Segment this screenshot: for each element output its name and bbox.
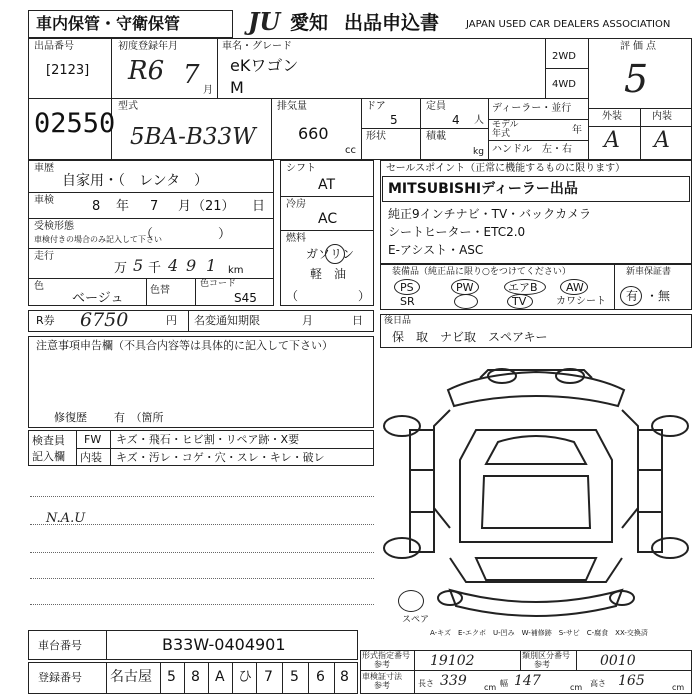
plate-char-8: 8 — [340, 669, 349, 685]
inspection-month: 7 — [150, 199, 159, 214]
divider — [488, 140, 588, 141]
divider — [576, 650, 577, 670]
divider — [217, 38, 218, 98]
divider — [280, 230, 374, 231]
doors-value: 5 — [390, 113, 398, 127]
mileage-digit-2: 4 — [168, 256, 179, 275]
association-en: JAPAN USED CAR DEALERS ASSOCIATION — [466, 19, 671, 30]
spare-tire-icon — [398, 590, 424, 612]
aircon-value: AC — [318, 211, 338, 227]
fuel-diesel: 軽 油 — [310, 267, 347, 281]
note-line — [30, 604, 374, 605]
equipment-aw-circle — [560, 279, 588, 295]
plate-region: 名古屋 — [110, 669, 152, 685]
plate-label: 登録番号 — [38, 671, 82, 684]
load-label: 積載 — [426, 131, 446, 142]
registration-month-unit: 月 — [203, 85, 213, 96]
color-code: S45 — [234, 291, 257, 305]
inspector-note: N.A.U — [46, 511, 86, 526]
handle-options: 左・右 — [542, 144, 572, 155]
remarks-label: 注意事項申告欄（不具合内容等は具体的に記入して下さい） — [36, 339, 333, 352]
divider — [184, 662, 185, 694]
spec-width: 147 — [514, 673, 541, 689]
inspection-month-unit: 月 — [178, 199, 192, 214]
spec-length-label: 長さ — [418, 679, 434, 688]
shift-label: シフト — [286, 163, 316, 174]
fuel-paren: （ ） — [286, 289, 371, 303]
spare-label: スペア — [402, 615, 430, 625]
recycle-label: R券 — [36, 314, 55, 327]
color-value: ベージュ — [72, 291, 124, 306]
color-label: 色 — [34, 281, 44, 292]
spec-length: 339 — [440, 673, 467, 689]
notice-day: 日 — [352, 314, 363, 327]
divider — [106, 662, 107, 694]
model-value: 5BA-B33W — [130, 124, 256, 150]
fuel-gasoline-circle — [325, 244, 345, 264]
receipt-label: 受検形態 — [34, 221, 74, 232]
spec-type-ref: 参考 — [374, 660, 390, 669]
mileage-digit-1: 5 — [133, 256, 144, 275]
receipt-paren: （ ） — [140, 227, 232, 242]
equipment-airbag-circle — [504, 279, 546, 295]
divider — [28, 248, 274, 249]
car-damage-diagram — [380, 352, 692, 626]
model-year-label-2: 年式 — [492, 129, 511, 139]
form-title: 出品申込書 — [344, 12, 440, 34]
sales-point-line-3: シートヒーター・ETC2.0 — [388, 225, 526, 239]
supplement-value: 保 取 ナビ取 スペアキー — [392, 330, 548, 344]
repair-value: 有 （箇所 — [114, 411, 164, 424]
equipment-airbag: エアB — [508, 281, 538, 294]
spec-cert-label: 車検証寸法 — [362, 672, 402, 681]
divider — [360, 670, 692, 671]
divider — [614, 264, 615, 310]
spec-type-value: 19102 — [430, 653, 475, 669]
drive-2wd: 2WD — [552, 51, 576, 62]
recycle-unit: 円 — [166, 314, 177, 327]
spec-type-label: 形式指定番号 — [362, 651, 410, 660]
equipment-ps-circle — [394, 279, 420, 295]
lot-number: 02550 — [34, 108, 116, 139]
mileage-sen: 千 — [148, 261, 162, 276]
inspector-label-2: 記入欄 — [32, 450, 65, 463]
spec-width-label: 幅 — [500, 679, 508, 688]
doors-label: ドア — [366, 101, 386, 112]
divider — [361, 128, 488, 129]
chassis-value: B33W-0404901 — [162, 635, 286, 654]
score-value: 5 — [624, 57, 649, 101]
spec-height-unit: cm — [672, 683, 685, 692]
history-value: 自家用・（ レンタ ） — [62, 173, 209, 189]
spec-height-label: 高さ — [590, 679, 606, 688]
fw-items: キズ・飛石・ヒビ割・リペア跡・X要 — [116, 433, 300, 446]
plate-char-2: 8 — [191, 669, 200, 685]
plate-char-1: 5 — [167, 669, 176, 685]
displacement-value: 660 — [298, 124, 329, 143]
divider — [334, 662, 335, 694]
divider — [76, 448, 374, 449]
interior-score: A — [654, 128, 670, 153]
sales-point-line-4: E-アシスト・ASC — [388, 243, 484, 257]
divider — [160, 662, 161, 694]
plate-char-5: 7 — [264, 669, 273, 685]
inspector-label-1: 検査員 — [32, 434, 65, 447]
sales-point-line-1: MITSUBISHIディーラー出品 — [388, 181, 578, 197]
divider — [520, 650, 521, 670]
divider — [361, 98, 362, 160]
notice-label: 名変通知期限 — [194, 314, 260, 327]
divider — [208, 662, 209, 694]
notice-month: 月 — [302, 314, 313, 327]
handle-label: ハンドル — [492, 144, 532, 155]
registration-era-year: R6 — [128, 56, 165, 86]
interior-label: 内装 — [652, 111, 672, 122]
receipt-note: 車検付きの場合のみ記入して下さい — [34, 235, 162, 244]
mileage-unit: km — [228, 265, 244, 276]
lot-label: 出品番号 — [34, 41, 74, 52]
interior-check-items: キズ・汚レ・コゲ・穴・スレ・キレ・破レ — [116, 451, 325, 464]
supplement-label: 後日品 — [384, 316, 412, 326]
fw-label: FW — [84, 433, 102, 446]
equipment-pw-circle — [451, 279, 479, 295]
displacement-label: 排気量 — [277, 101, 307, 112]
dealer-label: ディーラー・並行 — [492, 103, 572, 114]
car-name: eKワゴン — [230, 56, 299, 75]
shape-label: 形状 — [366, 131, 386, 142]
divider — [232, 662, 233, 694]
recycle-value: 6750 — [80, 309, 129, 331]
note-line — [30, 578, 374, 579]
model-label: 型式 — [118, 101, 138, 112]
equipment-label: 装備品（純正品に限り○をつけてください） — [392, 267, 571, 277]
divider — [111, 38, 112, 160]
inspection-year: 8 — [92, 199, 101, 214]
divider — [280, 196, 374, 197]
sales-point-line-2: 純正9インチナビ・TV・バックカメラ — [388, 207, 592, 221]
inspection-day-unit: 日 — [252, 199, 266, 214]
load-unit: kg — [473, 147, 484, 157]
note-line — [30, 552, 374, 553]
score-label: 評価点 — [620, 41, 659, 52]
inspection-day: （21） — [192, 199, 235, 214]
displacement-unit: cc — [345, 145, 356, 156]
storage-label: 車内保管・守衛保管 — [36, 14, 181, 33]
warranty-no: ・無 — [646, 289, 671, 303]
shift-value: AT — [318, 177, 336, 193]
spec-height: 165 — [618, 673, 645, 689]
capacity-label: 定員 — [426, 101, 446, 112]
damage-legend: A-キズ E-エクボ U-凹み W-補修跡 S-サビ C-腐食 XX-交換済 — [430, 629, 648, 637]
divider — [28, 98, 588, 99]
divider — [488, 98, 489, 160]
sales-point-label: セールスポイント（正常に機能するものに限ります） — [386, 163, 626, 174]
color-change-label: 色替 — [150, 285, 170, 296]
spec-length-unit: cm — [484, 683, 497, 692]
color-code-label: 色コード — [200, 279, 237, 289]
warranty-yes-circle — [620, 286, 642, 306]
note-line — [30, 496, 374, 497]
warranty-yes: 有 — [626, 289, 639, 303]
divider — [282, 662, 283, 694]
car-name-label: 車名・グレード — [222, 41, 292, 52]
exterior-score: A — [604, 128, 620, 153]
spec-width-unit: cm — [570, 683, 583, 692]
divider — [420, 98, 421, 160]
history-label: 車歴 — [34, 163, 54, 174]
lot-sub-number: [2123] — [46, 63, 90, 78]
registration-label: 初度登録年月 — [118, 41, 178, 52]
fuel-gasoline: ガソリン — [306, 247, 355, 261]
spec-class-label: 類別区分番号 — [522, 651, 570, 660]
inspection-label: 車検 — [34, 195, 54, 206]
inspection-year-unit: 年 — [116, 199, 130, 214]
fuel-label: 燃料 — [286, 233, 306, 244]
divider — [640, 108, 641, 160]
divider — [28, 192, 274, 193]
ju-logo: JU — [248, 7, 281, 36]
equipment-sr-circle — [454, 294, 478, 309]
car-grade: M — [230, 78, 244, 97]
equipment-pw: PW — [456, 281, 474, 294]
capacity-value: 4 — [452, 113, 460, 127]
aircon-label: 冷房 — [286, 199, 306, 210]
divider — [545, 68, 588, 69]
drive-4wd: 4WD — [552, 79, 576, 90]
plate-char-4: ひ — [238, 669, 252, 685]
exterior-label: 外装 — [602, 111, 622, 122]
divider — [256, 662, 257, 694]
divider — [308, 662, 309, 694]
equipment-aw: AW — [566, 281, 584, 294]
interior-check-label: 内装 — [80, 451, 102, 464]
spec-class-value: 0010 — [600, 653, 636, 669]
divider — [414, 650, 415, 694]
model-year-label-1: モデル — [492, 120, 519, 130]
divider — [195, 278, 196, 306]
mileage-man: 万 — [114, 261, 128, 276]
plate-char-6: 5 — [290, 669, 299, 685]
divider — [146, 278, 147, 306]
divider — [28, 218, 274, 219]
divider — [28, 278, 274, 279]
mileage-label: 走行 — [34, 251, 54, 262]
warranty-label: 新車保証書 — [626, 267, 672, 277]
divider — [106, 630, 107, 660]
equipment-ps: PS — [400, 281, 414, 294]
model-year-unit: 年 — [572, 125, 582, 136]
equipment-leather: カワシート — [556, 296, 606, 307]
divider — [271, 98, 272, 160]
mileage-digit-4: 1 — [206, 256, 217, 275]
divider — [588, 38, 589, 160]
equipment-tv-circle — [507, 294, 533, 309]
plate-char-7: 6 — [316, 669, 325, 685]
spec-cert-ref: 参考 — [374, 681, 390, 690]
divider — [188, 310, 189, 332]
spec-class-ref: 参考 — [534, 660, 550, 669]
mileage-digit-3: 9 — [186, 256, 197, 275]
plate-char-3: A — [215, 669, 225, 685]
capacity-unit: 人 — [474, 115, 484, 126]
repair-label: 修復歴 — [54, 411, 87, 424]
association-name: 愛知 — [290, 12, 329, 34]
equipment-sr: SR — [400, 295, 415, 308]
registration-month: 7 — [183, 60, 200, 90]
equipment-tv: TV — [512, 295, 527, 308]
chassis-label: 車台番号 — [38, 639, 82, 652]
